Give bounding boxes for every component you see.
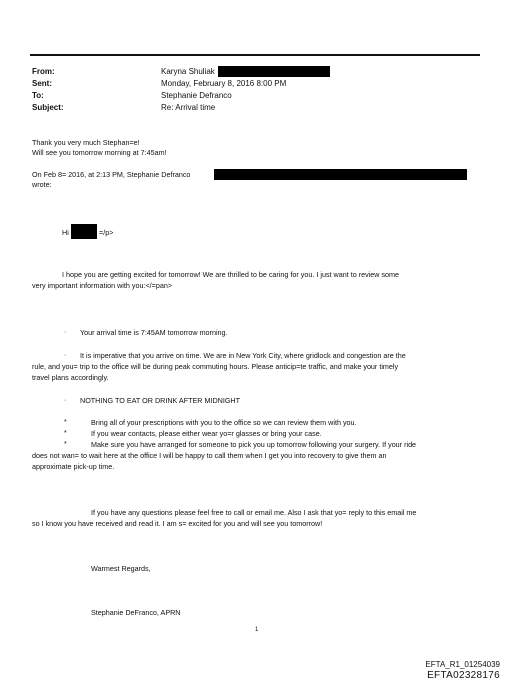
sent-label: Sent: bbox=[32, 79, 52, 88]
from-label: From: bbox=[32, 67, 55, 76]
closing-regards: Warmest Regards, bbox=[91, 564, 151, 573]
bullet-dot: · bbox=[64, 397, 67, 404]
greeting-hi: Hi bbox=[62, 228, 69, 237]
signature: Stephanie DeFranco, APRN bbox=[91, 608, 181, 617]
page-number: 1 bbox=[255, 627, 259, 633]
sent-value: Monday, February 8, 2016 8:00 PM bbox=[161, 79, 287, 88]
imperative-line-3: travel plans accordingly. bbox=[32, 373, 109, 382]
header-rule bbox=[30, 54, 480, 56]
imperative-line-2: rule, and you= trip to the office will be during peak commuting hours. Please anticip=te traffic, and make your timely bbox=[32, 362, 399, 371]
redaction-box bbox=[218, 66, 330, 77]
subject-label: Subject: bbox=[32, 103, 64, 112]
to-value: Stephanie Defranco bbox=[161, 91, 232, 100]
redaction-box bbox=[71, 224, 97, 239]
from-value: Karyna Shuliak bbox=[161, 67, 215, 76]
reply-line-2: Will see you tomorrow morning at 7:45am! bbox=[32, 148, 167, 157]
redaction-box bbox=[214, 169, 467, 180]
to-label: To: bbox=[32, 91, 44, 100]
pickup-line-2: does not wan= to wait here at the office I will be happy to call them when I get you into recovery to give them an bbox=[32, 451, 387, 460]
reply-line-1: Thank you very much Stephan=e! bbox=[32, 138, 140, 147]
questions-line-1: If you have any questions please feel free to call or email me. Also I ask that yo= reply to this email me bbox=[91, 508, 417, 517]
quote-intro-line-1: On Feb 8= 2016, at 2:13 PM, Stephanie Defranco bbox=[32, 170, 191, 179]
subject-value: Re: Arrival time bbox=[161, 103, 216, 112]
para1-line-2: very important information with you:</=pan> bbox=[32, 281, 173, 290]
nothing-to-eat-text: NOTHING TO EAT OR DRINK AFTER MIDNIGHT bbox=[80, 396, 240, 405]
bates-ref-2: EFTA02328176 bbox=[427, 670, 500, 681]
arrival-time-text: Your arrival time is 7:45AM tomorrow morning. bbox=[80, 328, 228, 337]
star-bullet: * bbox=[64, 419, 67, 426]
prescriptions-text: Bring all of your prescriptions with you to the office so we can review them with you. bbox=[91, 418, 357, 427]
contacts-text: If you wear contacts, please either wear yo=r glasses or bring your case. bbox=[91, 429, 322, 438]
greeting-tail: =/p> bbox=[99, 228, 114, 237]
pickup-line-1: Make sure you have arranged for someone to pick you up tomorrow following your surgery. If your ride bbox=[91, 440, 417, 449]
star-bullet: * bbox=[64, 441, 67, 448]
imperative-line-1: It is imperative that you arrive on time. We are in New York City, where gridlock and congestion are the bbox=[80, 351, 406, 360]
questions-line-2: so I know you have received and read it. I am s= excited for you and will see you tomorrow! bbox=[32, 519, 323, 528]
bullet-dot: · bbox=[64, 329, 67, 336]
bates-ref-1: EFTA_R1_01254039 bbox=[425, 660, 500, 669]
para1-line-1: I hope you are getting excited for tomorrow! We are thrilled to be caring for you. I just want to review some bbox=[62, 270, 400, 279]
bullet-dot: · bbox=[64, 352, 67, 359]
star-bullet: * bbox=[64, 430, 67, 437]
quote-intro-line-2: wrote: bbox=[32, 180, 52, 189]
pickup-line-3: approximate pick-up time. bbox=[32, 462, 115, 471]
